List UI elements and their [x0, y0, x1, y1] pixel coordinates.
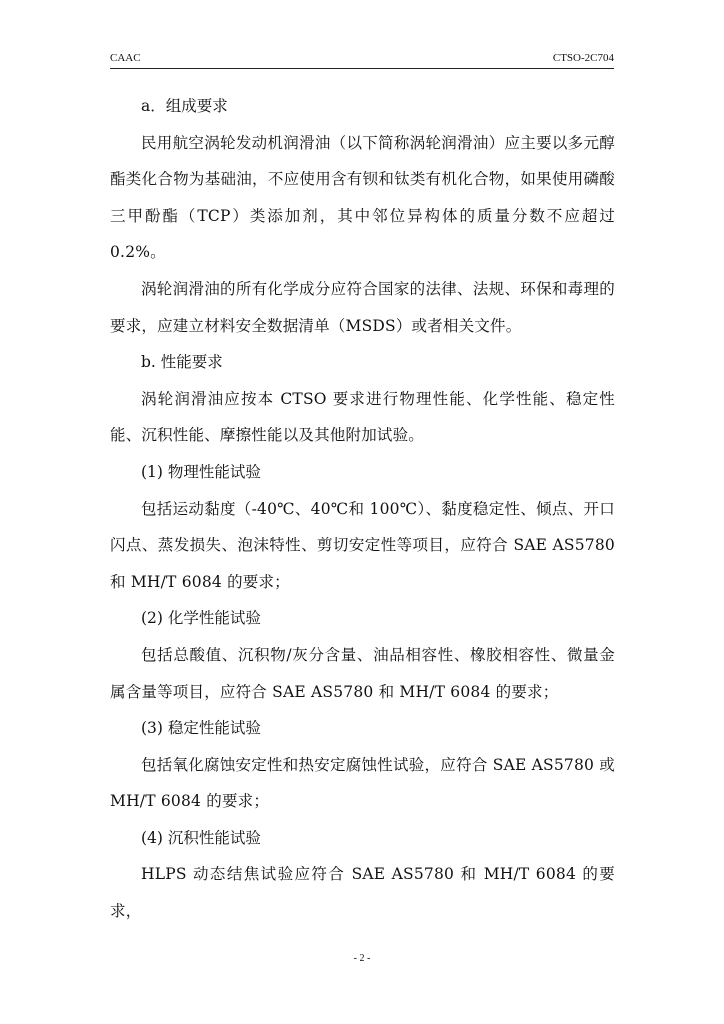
paragraph-chemical: 包括总酸值、沉积物/灰分含量、油品相容性、橡胶相容性、微量金属含量等项目，应符合 SAE AS5780 和 MH/T 6084 的要求；	[110, 645, 615, 701]
paragraph-performance-tests: 涡轮润滑油应按本 CTSO 要求进行物理性能、化学性能、稳定性能、沉积性能、摩擦性能以及其他附加试验。	[110, 389, 615, 445]
page-number: - 2 -	[353, 953, 371, 964]
paragraph-chemical-compliance: 涡轮润滑油的所有化学成分应符合国家的法律、法规、环保和毒理的要求，应建立材料安全数据清单（MSDS）或者相关文件。	[110, 279, 615, 335]
paragraph-base-oil: 民用航空涡轮发动机润滑油（以下简称涡轮润滑油）应主要以多元醇酯类化合物为基础油，不应使用含有钡和钛类有机化合物，如果使用磷酸三甲酚酯（TCP）类添加剂，其中邻位异构体的质量分数不应超过 0.2%。	[110, 133, 615, 262]
header-rule	[110, 68, 614, 69]
page-header	[110, 52, 614, 68]
paragraph-stability: 包括氧化腐蚀安定性和热安定腐蚀性试验，应符合 SAE AS5780 或 MH/T 6084 的要求；	[110, 755, 615, 811]
section-heading-performance: b. 性能要求	[141, 353, 223, 372]
paragraph-physical: 包括运动黏度（-40℃、40℃和 100℃）、黏度稳定性、倾点、开口闪点、蒸发损失、泡沫特性、剪切安定性等项目，应符合 SAE AS5780 和 MH/T 6084 的要求；	[110, 499, 615, 591]
subheading-stability: (3) 稳定性能试验	[141, 719, 261, 738]
header-org: CAAC	[110, 52, 141, 64]
header-doc-id: CTSO-2C704	[552, 52, 614, 64]
document-body	[110, 88, 615, 930]
section-heading-composition: a．组成要求	[141, 97, 228, 115]
subheading-deposition: (4) 沉积性能试验	[141, 828, 261, 847]
subheading-physical: (1) 物理性能试验	[141, 462, 261, 481]
paragraph-deposition: HLPS 动态结焦试验应符合 SAE AS5780 和 MH/T 6084 的要求，	[110, 865, 615, 921]
subheading-chemical: (2) 化学性能试验	[141, 609, 261, 628]
